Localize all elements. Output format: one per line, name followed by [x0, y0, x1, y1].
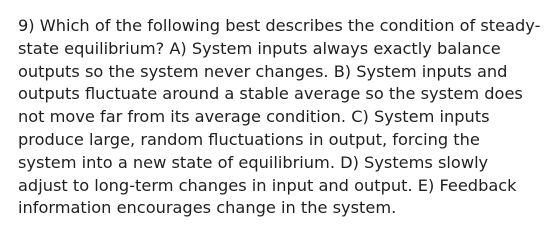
- question-text: 9) Which of the following best describes the condition of steady-state equilibrium? A) System inputs always exactly balance outputs so the system never changes. B) System inputs and outputs fluctuate around a stable average so the system does not move far from its average condition. C) System inputs produce large, random fluctuations in output, forcing the system into a new state of equilibrium. D) Systems slowly adjust to long-term changes in input and output. E) Feedback information encourages change in the system.: [18, 16, 541, 218]
